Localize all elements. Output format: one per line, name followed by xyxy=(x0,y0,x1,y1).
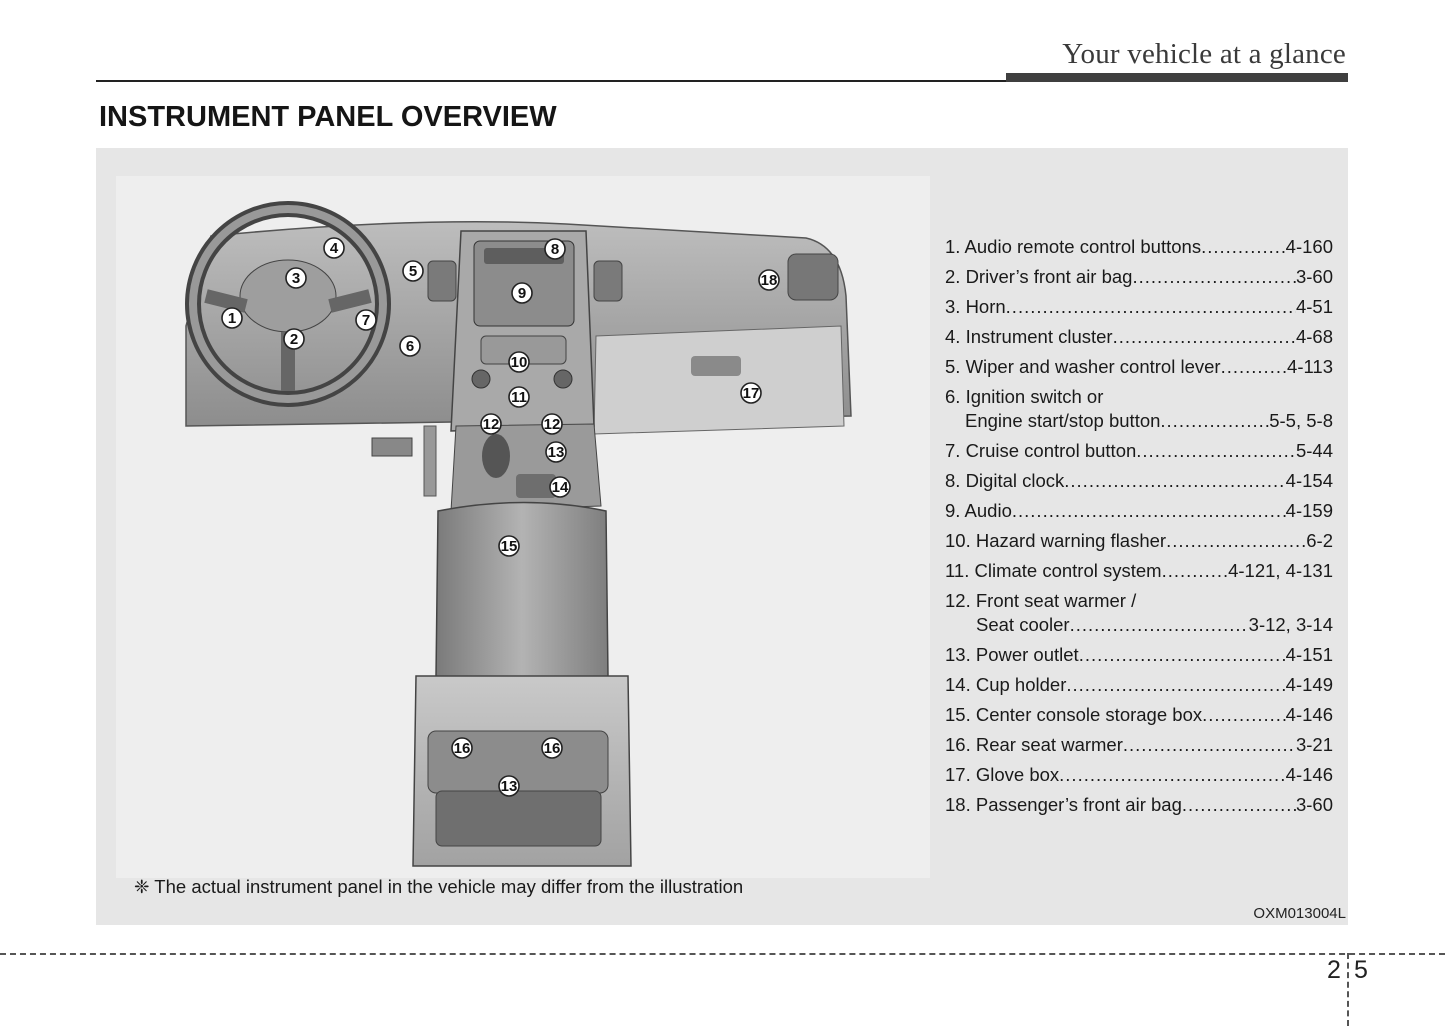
list-item-label: 4. Instrument cluster xyxy=(945,326,1113,347)
header-rule xyxy=(96,80,1006,82)
list-item-label: Engine start/stop button xyxy=(965,410,1161,431)
callout-number: 18 xyxy=(760,272,778,289)
list-item xyxy=(945,436,1333,466)
list-item xyxy=(945,262,1333,292)
leader-dots xyxy=(1136,436,1296,466)
leader-dots xyxy=(1066,670,1285,700)
list-item-page: 4-154 xyxy=(1285,470,1333,491)
leader-dots xyxy=(1160,409,1269,433)
callout-marker xyxy=(509,352,529,372)
list-item-page: 3-60 xyxy=(1295,794,1333,815)
list-item-label: 13. Power outlet xyxy=(945,644,1079,665)
callout-marker xyxy=(403,261,423,281)
list-item-label: 18. Passenger’s front air bag xyxy=(945,794,1182,815)
leader-dots xyxy=(1182,790,1296,820)
list-item-label: 2. Driver’s front air bag xyxy=(945,266,1133,287)
leader-dots xyxy=(1221,352,1287,382)
list-item xyxy=(945,232,1333,262)
list-item-page: 4-51 xyxy=(1295,296,1333,317)
list-item xyxy=(945,556,1333,586)
list-item-label: 9. Audio xyxy=(945,500,1012,521)
callout-number: 7 xyxy=(361,312,371,329)
callout-marker xyxy=(741,383,761,403)
callout-number: 11 xyxy=(511,389,527,406)
leader-dots xyxy=(1070,613,1249,637)
callout-number: 14 xyxy=(551,479,569,496)
callout-marker xyxy=(400,336,420,356)
list-item xyxy=(945,466,1333,496)
list-item xyxy=(945,640,1333,670)
callout-marker xyxy=(509,387,529,407)
list-item-label: 10. Hazard warning flasher xyxy=(945,530,1167,551)
leader-dots xyxy=(1201,232,1286,262)
chapter-title: Your vehicle at a glance xyxy=(1062,38,1346,70)
callout-marker xyxy=(542,738,562,758)
list-item-continuation xyxy=(945,409,1333,433)
list-item-page: 3-60 xyxy=(1295,266,1333,287)
list-item-page: 4-121, 4-131 xyxy=(1228,560,1333,581)
callout-marker xyxy=(324,238,344,258)
leader-dots xyxy=(1012,496,1286,526)
list-item-page: 4-151 xyxy=(1285,644,1333,665)
list-item-continuation xyxy=(945,613,1333,637)
callout-marker xyxy=(284,329,304,349)
leader-dots xyxy=(1162,556,1228,586)
list-item-label: 16. Rear seat warmer xyxy=(945,734,1123,755)
section-title: INSTRUMENT PANEL OVERVIEW xyxy=(99,101,557,133)
list-item-page: 4-113 xyxy=(1287,356,1333,377)
list-item-page: 6-2 xyxy=(1306,530,1333,551)
list-item xyxy=(945,352,1333,382)
callout-number: 10 xyxy=(510,354,528,371)
callout-number: 4 xyxy=(329,240,339,257)
list-item-label: 5. Wiper and washer control lever xyxy=(945,356,1221,377)
callout-marker xyxy=(499,776,519,796)
list-item xyxy=(945,385,1333,409)
list-item-label: 14. Cup holder xyxy=(945,674,1067,695)
list-item-page: 4-146 xyxy=(1285,704,1333,725)
callout-marker xyxy=(545,239,565,259)
callout-number: 17 xyxy=(742,385,760,402)
list-item xyxy=(945,730,1333,760)
callout-number: 5 xyxy=(408,263,418,280)
list-item-label: 12. Front seat warmer / xyxy=(945,590,1137,611)
list-item xyxy=(945,496,1333,526)
list-item-label: 17. Glove box xyxy=(945,764,1060,785)
list-item-label: 8. Digital clock xyxy=(945,470,1065,491)
figure-code: OXM013004L xyxy=(1253,905,1346,922)
leader-dots xyxy=(1064,466,1285,496)
callout-number: 16 xyxy=(453,740,471,757)
callout-number: 8 xyxy=(550,241,560,258)
callout-number: 1 xyxy=(227,310,237,327)
list-item-page: 4-68 xyxy=(1295,326,1333,347)
list-item xyxy=(945,670,1333,700)
callout-marker xyxy=(550,477,570,497)
list-item-page: 4-159 xyxy=(1285,500,1333,521)
list-item xyxy=(945,526,1333,556)
list-item-label: Seat cooler xyxy=(976,614,1070,635)
callout-number: 12 xyxy=(482,416,500,433)
chapter-number: 2 xyxy=(1327,956,1341,984)
callout-marker xyxy=(542,414,562,434)
page-number: 5 xyxy=(1354,956,1368,984)
component-list xyxy=(945,232,1333,820)
list-item-page: 4-160 xyxy=(1285,236,1333,257)
instrument-panel-illustration xyxy=(116,176,930,878)
list-item-label: 3. Horn xyxy=(945,296,1006,317)
list-item-page: 3-21 xyxy=(1295,734,1333,755)
callout-number: 13 xyxy=(500,778,518,795)
callout-marker xyxy=(286,268,306,288)
callout-marker xyxy=(222,308,242,328)
list-item-label: 15. Center console storage box xyxy=(945,704,1203,725)
header-rule-accent xyxy=(1006,73,1348,82)
callout-number: 3 xyxy=(291,270,301,287)
list-item-page: 3-12, 3-14 xyxy=(1248,614,1333,635)
list-item-page: 5-44 xyxy=(1295,440,1333,461)
callout-marker xyxy=(356,310,376,330)
leader-dots xyxy=(1006,292,1296,322)
callout-marker xyxy=(499,536,519,556)
leader-dots xyxy=(1132,262,1295,292)
callout-number: 2 xyxy=(289,331,299,348)
callout-number: 6 xyxy=(405,338,415,355)
callout-number: 15 xyxy=(500,538,518,555)
list-item-page: 5-5, 5-8 xyxy=(1269,410,1333,431)
callout-number: 9 xyxy=(517,285,527,302)
list-item xyxy=(945,790,1333,820)
leader-dots xyxy=(1166,526,1306,556)
leader-dots xyxy=(1113,322,1296,352)
list-item-page: 4-146 xyxy=(1285,764,1333,785)
callout-marker xyxy=(452,738,472,758)
list-item xyxy=(945,589,1333,613)
page-number-divider xyxy=(1347,953,1349,1026)
list-item-label: 11. Climate control system xyxy=(945,560,1162,581)
callout-marker xyxy=(481,414,501,434)
list-item-label: 6. Ignition switch or xyxy=(945,386,1104,407)
leader-dots xyxy=(1079,640,1286,670)
list-item-label: 1. Audio remote control buttons xyxy=(945,236,1202,257)
list-item-page: 4-149 xyxy=(1285,674,1333,695)
list-item-label: 7. Cruise control button xyxy=(945,440,1137,461)
leader-dots xyxy=(1123,730,1296,760)
illustration-note: ❈ The actual instrument panel in the vehicle may differ from the illustration xyxy=(134,876,744,897)
list-item xyxy=(945,322,1333,352)
leader-dots xyxy=(1202,700,1286,730)
callout-marker xyxy=(512,283,532,303)
list-item xyxy=(945,760,1333,790)
dashboard-drawing xyxy=(116,176,930,878)
callout-number: 12 xyxy=(543,416,561,433)
callout-marker xyxy=(759,270,779,290)
footer-rule xyxy=(0,953,1445,955)
leader-dots xyxy=(1059,760,1286,790)
list-item xyxy=(945,292,1333,322)
callout-marker xyxy=(546,442,566,462)
callout-number: 16 xyxy=(543,740,561,757)
callout-number: 13 xyxy=(547,444,565,461)
list-item xyxy=(945,700,1333,730)
